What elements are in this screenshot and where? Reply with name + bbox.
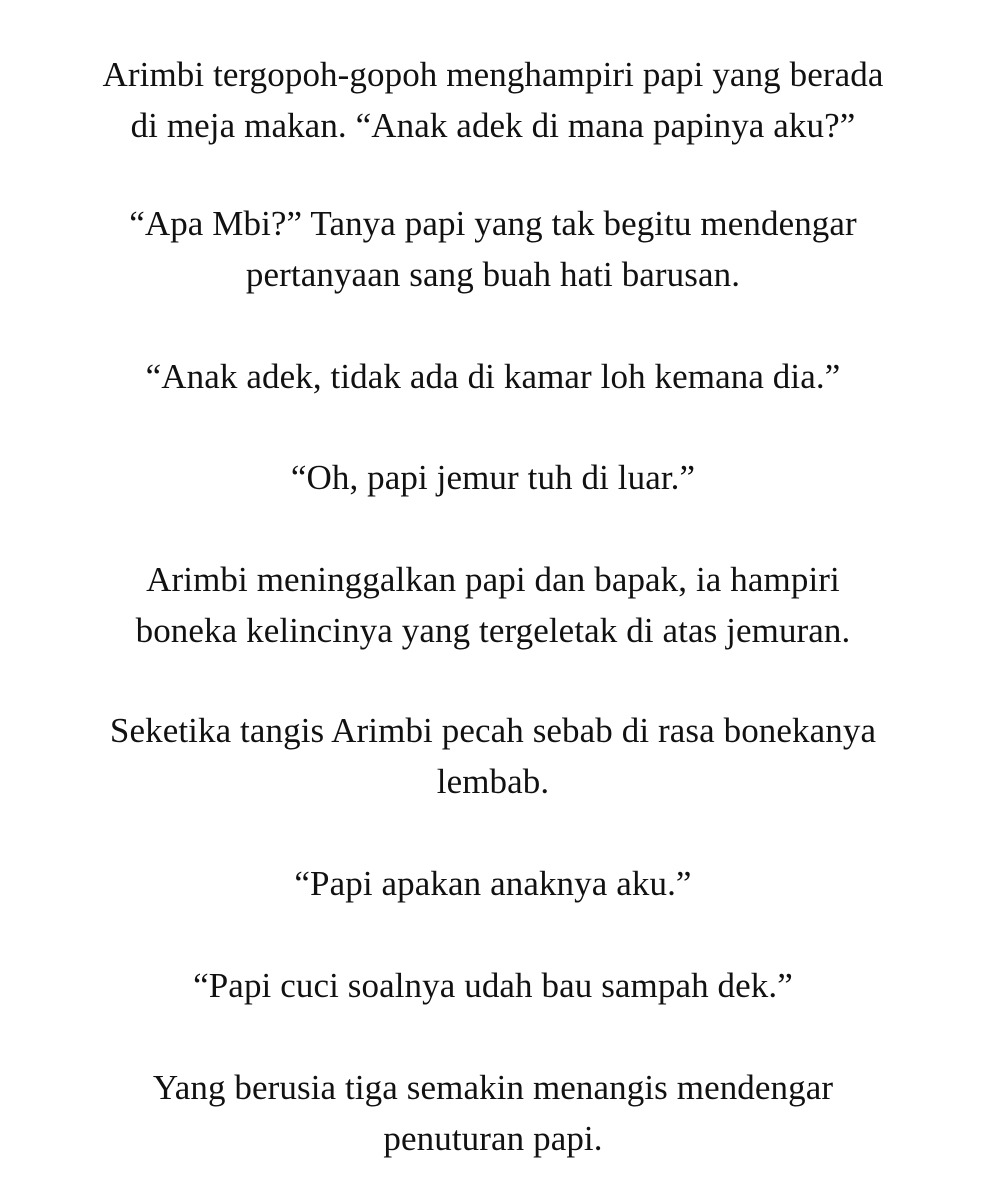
text-line: Yang berusia tiga semakin menangis mendengar — [152, 1068, 834, 1107]
text-line: boneka kelincinya yang tergeletak di atas jemuran. — [135, 611, 851, 650]
paragraph — [20, 49, 966, 151]
text-line: “Papi apakan anaknya aku.” — [294, 864, 692, 903]
paragraph — [20, 554, 966, 656]
paragraph — [20, 1062, 966, 1164]
text-line: penuturan papi. — [383, 1119, 603, 1158]
text-line: lembab. — [436, 762, 550, 801]
text-line: Arimbi meninggalkan papi dan bapak, ia hampiri — [146, 560, 840, 599]
paragraph — [20, 858, 966, 909]
text-line: Arimbi tergopoh-gopoh menghampiri papi yang berada — [102, 55, 884, 94]
paragraph — [20, 452, 966, 503]
text-line: “Papi cuci soalnya udah bau sampah dek.” — [193, 966, 793, 1005]
text-line: “Anak adek, tidak ada di kamar loh kemana dia.” — [145, 357, 841, 396]
paragraph — [20, 351, 966, 402]
text-line: di meja makan. “Anak adek di mana papinya aku?” — [130, 106, 856, 145]
text-line: pertanyaan sang buah hati barusan. — [245, 255, 741, 294]
text-line: “Apa Mbi?” Tanya papi yang tak begitu mendengar — [129, 204, 857, 243]
paragraph — [20, 960, 966, 1011]
text-line: Seketika tangis Arimbi pecah sebab di rasa bonekanya — [109, 711, 877, 750]
paragraph — [20, 198, 966, 300]
text-line: “Oh, papi jemur tuh di luar.” — [290, 458, 696, 497]
paragraph — [20, 705, 966, 807]
